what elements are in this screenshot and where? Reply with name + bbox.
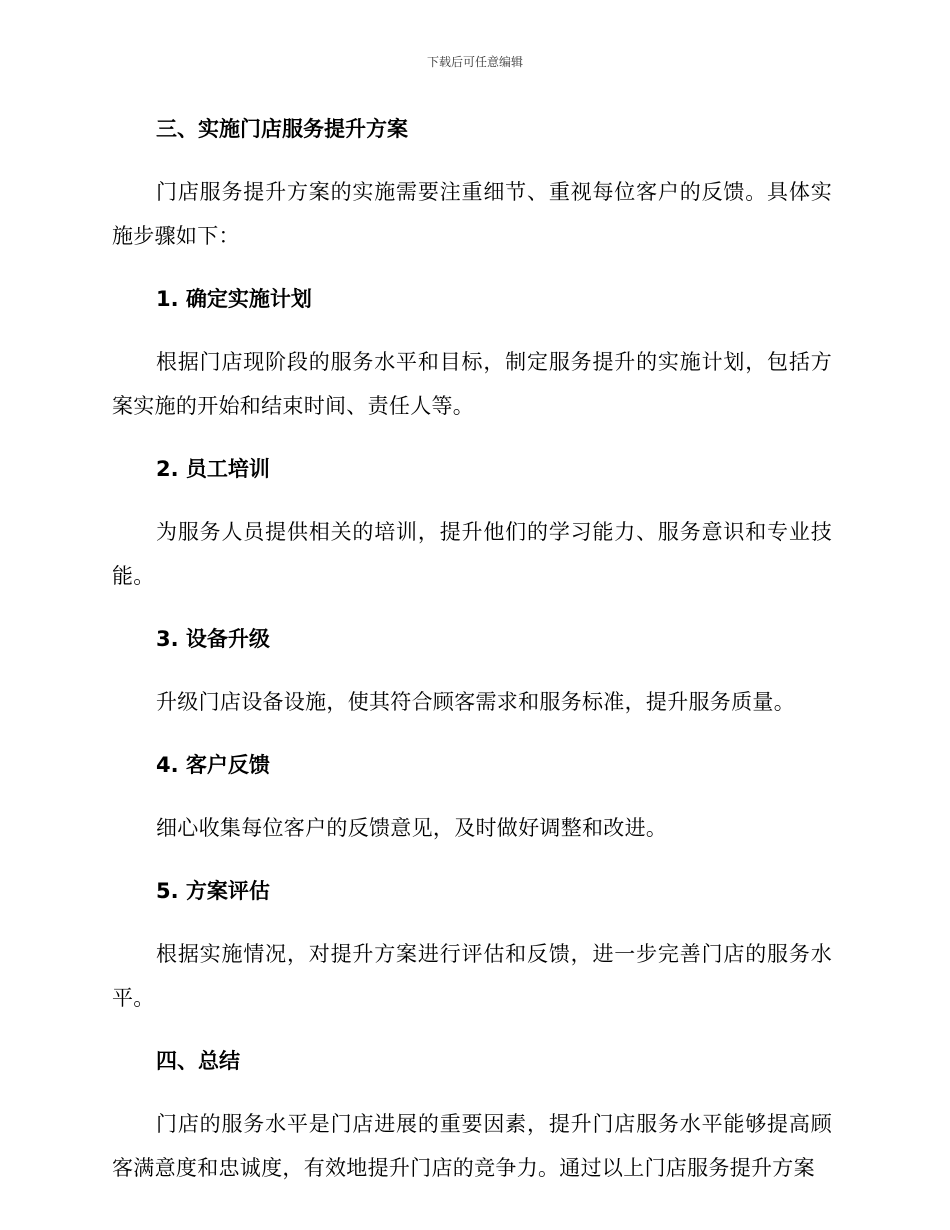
step-heading-feedback: 4. 客户反馈: [156, 753, 270, 777]
paragraph-training: 为服务人员提供相关的培训，提升他们的学习能力、服务意识和专业技能。: [112, 520, 832, 588]
step-heading-equipment: 3. 设备升级: [156, 627, 270, 651]
paragraph-summary: 门店的服务水平是门店进展的重要因素，提升门店服务水平能够提高顾客满意度和忠诚度，有效地提升门店的竞争力。通过以上门店服务提升方案: [112, 1112, 832, 1180]
step-heading-evaluation: 5. 方案评估: [156, 879, 270, 903]
step-heading-training: 2. 员工培训: [156, 457, 270, 481]
paragraph-equipment: 升级门店设备设施，使其符合顾客需求和服务标准，提升服务质量。: [156, 690, 795, 714]
paragraph-feedback: 细心收集每位客户的反馈意见，及时做好调整和改进。: [156, 816, 668, 840]
page-header-note: 下载后可任意编辑: [426, 55, 523, 69]
section-heading-summary: 四、总结: [156, 1049, 240, 1073]
document-body: [112, 112, 832, 1190]
section-heading-implementation: 三、实施门店服务提升方案: [156, 117, 408, 141]
paragraph-evaluation: 根据实施情况，对提升方案进行评估和反馈，进一步完善门店的服务水平。: [112, 942, 832, 1010]
step-heading-plan: 1. 确定实施计划: [156, 287, 312, 311]
paragraph-plan: 根据门店现阶段的服务水平和目标，制定服务提升的实施计划，包括方案实施的开始和结束时间、责任人等。: [112, 350, 832, 418]
paragraph-implementation-intro: 门店服务提升方案的实施需要注重细节、重视每位客户的反馈。具体实施步骤如下：: [112, 180, 832, 248]
